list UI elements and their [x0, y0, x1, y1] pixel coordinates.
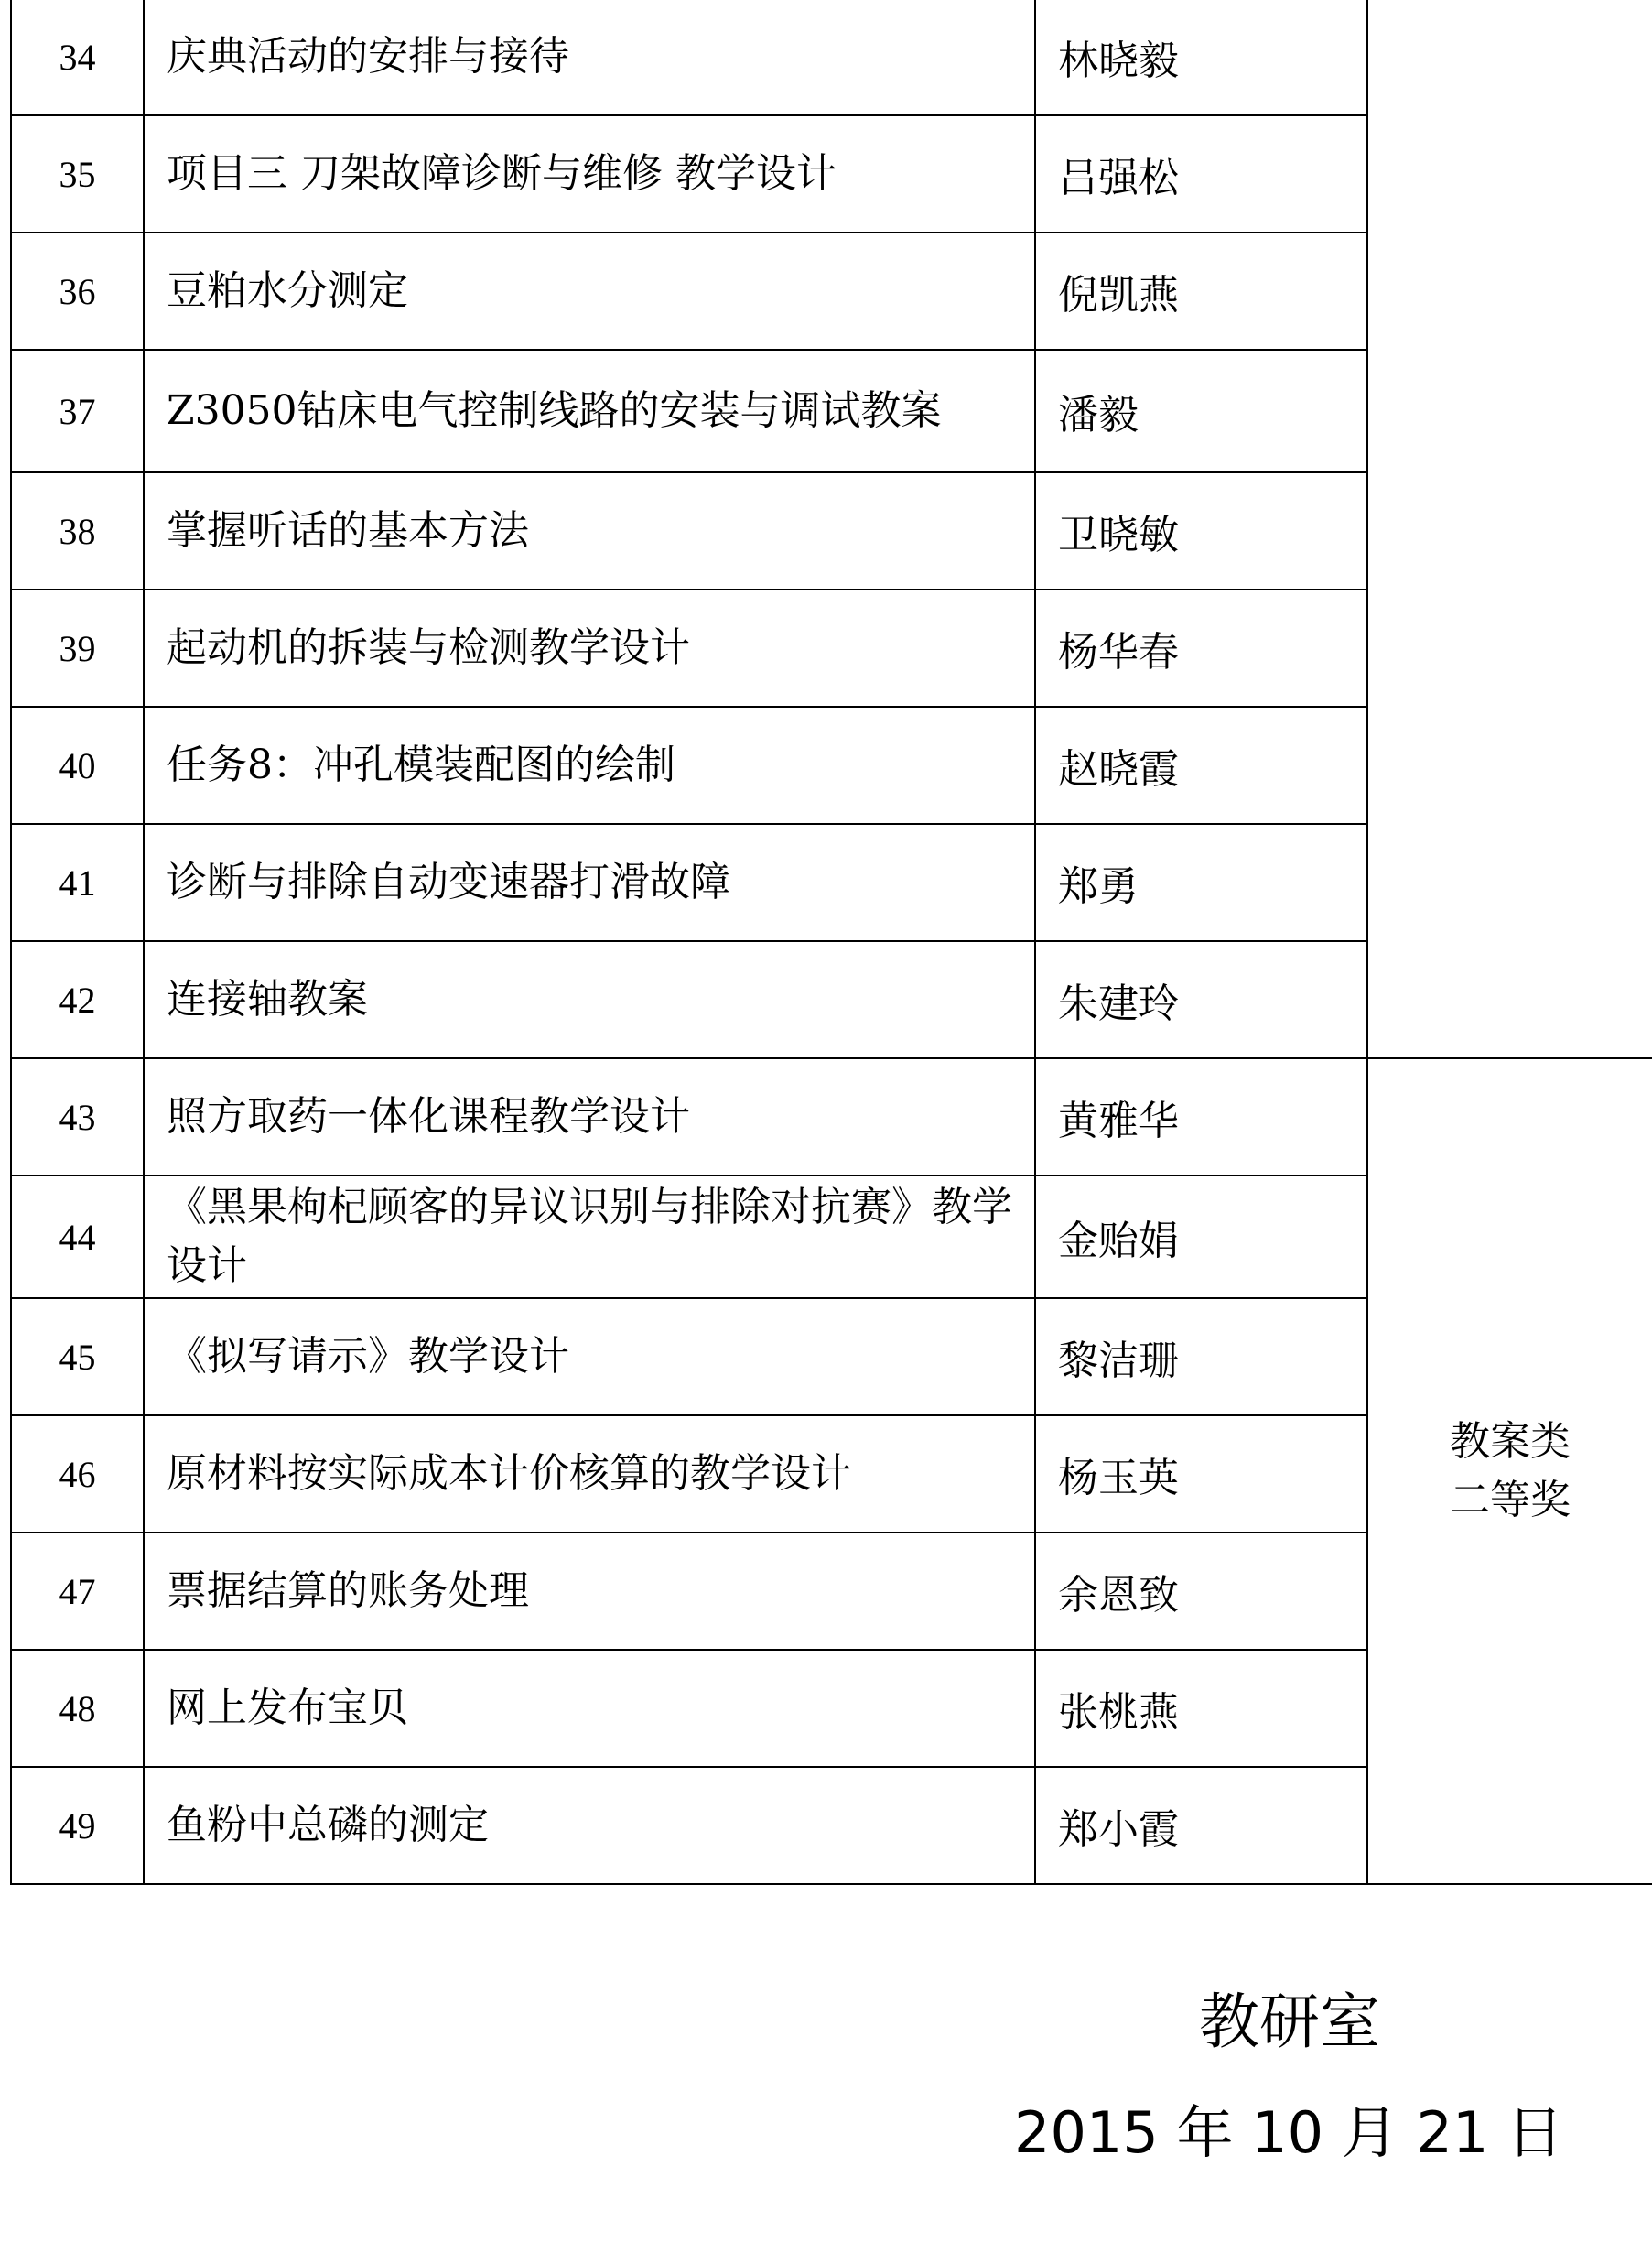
- issue-date: 2015 年 10 月 21 日: [1014, 2099, 1564, 2166]
- entry-title: 项目三 刀架故障诊断与维修 教学设计: [144, 115, 1035, 233]
- entry-author: 张桃燕: [1035, 1650, 1367, 1767]
- entry-author: 黎洁珊: [1035, 1298, 1367, 1415]
- entry-title: 庆典活动的安排与接待: [144, 0, 1035, 115]
- row-number: 40: [11, 707, 144, 824]
- entry-author: 卫晓敏: [1035, 472, 1367, 590]
- entry-title: 鱼粉中总磷的测定: [144, 1767, 1035, 1884]
- row-number: 35: [11, 115, 144, 233]
- entry-title: 任务8：冲孔模装配图的绘制: [144, 707, 1035, 824]
- issuing-department: 教研室: [1199, 1987, 1380, 2057]
- entry-title: 起动机的拆装与检测教学设计: [144, 590, 1035, 707]
- entry-title: Z3050钻床电气控制线路的安装与调试教案: [144, 350, 1035, 472]
- entry-title: 照方取药一体化课程教学设计: [144, 1058, 1035, 1175]
- row-number: 36: [11, 233, 144, 350]
- entry-author: 林晓毅: [1035, 0, 1367, 115]
- row-number: 38: [11, 472, 144, 590]
- row-number: 46: [11, 1415, 144, 1533]
- entry-author: 吕强松: [1035, 115, 1367, 233]
- row-number: 49: [11, 1767, 144, 1884]
- award-category-cell: [1367, 1058, 1652, 1884]
- entry-author: 黄雅华: [1035, 1058, 1367, 1175]
- award-level: 二等奖: [1450, 1477, 1571, 1523]
- entry-author: 余恩致: [1035, 1533, 1367, 1650]
- award-category-cell: [1367, 0, 1652, 1058]
- entry-author: 郑勇: [1035, 824, 1367, 941]
- entry-title: 诊断与排除自动变速器打滑故障: [144, 824, 1035, 941]
- row-number: 47: [11, 1533, 144, 1650]
- award-category: 教案类: [1450, 1418, 1571, 1465]
- row-number: 41: [11, 824, 144, 941]
- entry-title: 连接轴教案: [144, 941, 1035, 1058]
- entry-title: 掌握听话的基本方法: [144, 472, 1035, 590]
- row-number: 43: [11, 1058, 144, 1175]
- entry-title: 原材料按实际成本计价核算的教学设计: [144, 1415, 1035, 1533]
- row-number: 42: [11, 941, 144, 1058]
- table-row: [11, 0, 1652, 115]
- row-number: 44: [11, 1175, 144, 1298]
- row-number: 37: [11, 350, 144, 472]
- row-number: 48: [11, 1650, 144, 1767]
- entry-author: 倪凯燕: [1035, 233, 1367, 350]
- entry-author: 郑小霞: [1035, 1767, 1367, 1884]
- entry-title: 《黑果枸杞顾客的异议识别与排除对抗赛》教学设计: [144, 1175, 1035, 1298]
- entry-author: 杨华春: [1035, 590, 1367, 707]
- entry-author: 赵晓霞: [1035, 707, 1367, 824]
- entry-title: 豆粕水分测定: [144, 233, 1035, 350]
- entry-author: 潘毅: [1035, 350, 1367, 472]
- entry-author: 金贻娟: [1035, 1175, 1367, 1298]
- row-number: 34: [11, 0, 144, 115]
- row-number: 39: [11, 590, 144, 707]
- award-list-table: [10, 0, 1652, 1885]
- row-number: 45: [11, 1298, 144, 1415]
- entry-author: 杨玉英: [1035, 1415, 1367, 1533]
- entry-title: 《拟写请示》教学设计: [144, 1298, 1035, 1415]
- entry-author: 朱建玲: [1035, 941, 1367, 1058]
- entry-title: 票据结算的账务处理: [144, 1533, 1035, 1650]
- entry-title: 网上发布宝贝: [144, 1650, 1035, 1767]
- table-row: [11, 1058, 1652, 1175]
